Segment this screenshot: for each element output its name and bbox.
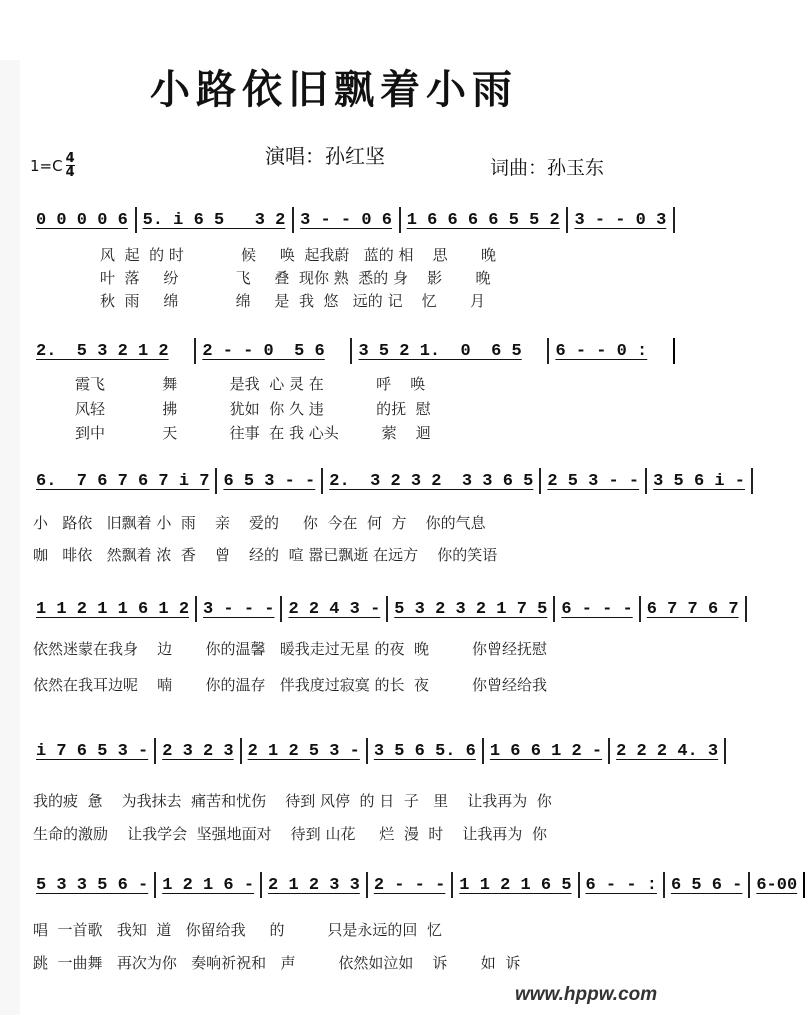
lyric-line: 咖 啡依 然飘着 浓 香 曾 经的 喧 嚣已飘逝 在远方 你的笑语 <box>33 546 498 564</box>
measure: 2 1 2 5 3 - <box>247 741 360 761</box>
measure: 3 5 6 5. 6 <box>373 741 476 761</box>
measure: 3 5 6 i - <box>653 471 745 491</box>
measure: 1 6 6 1 2 - <box>489 741 603 761</box>
lyric-line: 唱 一首歌 我知 道 你留给我 的 只是永远的回 忆 <box>33 921 442 939</box>
measure: 1 2 1 6 - <box>162 875 255 895</box>
notation-system <box>30 338 675 364</box>
lyric-line: 霞飞 舞 是我 心 灵 在 呼 唤 <box>75 375 426 393</box>
notation-system <box>30 596 739 622</box>
singer-credit: 演唱：孙红坚 <box>265 144 385 168</box>
measure: i 7 6 5 3 - <box>36 741 149 761</box>
measure: 3 - - 0 6 <box>300 210 392 230</box>
measure: 2 - - - <box>373 875 446 895</box>
measure: 5 3 2 3 2 1 7 5 <box>394 599 548 619</box>
measure: 0 0 0 0 6 <box>36 210 128 230</box>
measure: 6 7 7 6 7 <box>646 599 739 619</box>
measure: 2. 5 3 2 1 2 <box>36 341 169 361</box>
time-top: 4 <box>65 151 75 166</box>
notation-system <box>30 468 745 494</box>
lyric-line: 风 起 的 时 候 唤 起我蔚 蓝的 相 思 晚 <box>100 246 496 264</box>
watermark: www.hppw.com <box>515 984 658 1005</box>
measure: 2 2 4 3 - <box>288 599 381 619</box>
composer-credit: 词曲：孙玉东 <box>490 157 605 179</box>
measure: 2. 3 2 3 2 3 3 6 5 <box>329 471 534 491</box>
time-bottom: 4 <box>65 165 75 180</box>
lyric-line: 依然迷蒙在我身 边 你的温馨 暖我走过无星 的夜 晚 你曾经抚慰 <box>33 640 547 658</box>
notation-system <box>30 207 675 233</box>
lyric-line: 生命的激励 让我学会 坚强地面对 待到 山花 烂 漫 时 让我再为 你 <box>33 825 547 843</box>
measure: 6. 7 6 7 6 7 i 7 <box>36 471 210 491</box>
measure: 6 - - - <box>561 599 633 619</box>
bar-line <box>751 468 753 494</box>
measure: 5 3 3 5 6 - <box>36 875 149 895</box>
measure: 2 2 2 4. 3 <box>616 741 719 761</box>
bar-line <box>724 738 726 764</box>
measure: 2 5 3 - - <box>547 471 640 491</box>
lyric-line: 秋 雨 绵 绵 是 我 悠 远的 记 忆 月 <box>100 292 486 310</box>
measure: 1 1 2 1 6 5 <box>459 875 572 895</box>
measure: 1 1 2 1 1 6 1 2 <box>36 599 190 619</box>
lyric-line: 跳 一曲舞 再次为你 奏响祈祝和 声 依然如泣如 诉 如 诉 <box>33 954 521 972</box>
lyric-line: 风轻 拂 犹如 你 久 违 的抚 慰 <box>75 400 431 418</box>
measure: 6 - - : <box>585 875 657 895</box>
song-title: 小路依旧飘着小雨 <box>150 66 518 113</box>
measure: 3 5 2 1. 0 6 5 <box>358 341 522 361</box>
measure: 6-00 <box>756 875 798 895</box>
bar-line <box>673 338 675 364</box>
measure: 2 3 2 3 <box>162 741 234 761</box>
lyric-line: 我的疲 惫 为我抹去 痛苦和忧伤 待到 风停 的 日 子 里 让我再为 你 <box>33 792 552 810</box>
measure: 2 - - 0 5 6 <box>202 341 325 361</box>
scan-shade <box>0 60 20 1015</box>
key-signature <box>30 152 75 179</box>
bar-line <box>745 596 747 622</box>
time-signature <box>66 152 75 179</box>
key-label: 1=C <box>30 156 63 175</box>
lyric-line: 依然在我耳边呢 喃 你的温存 伴我度过寂寞 的长 夜 你曾经给我 <box>33 676 547 694</box>
lyric-line: 到中 天 往事 在 我 心头 萦 迴 <box>75 424 431 442</box>
notation-system <box>30 872 798 898</box>
measure: 1 6 6 6 6 5 5 2 <box>406 210 560 230</box>
measure: 6 5 3 - - <box>223 471 316 491</box>
measure: 6 5 6 - <box>670 875 743 895</box>
measure: 2 1 2 3 3 <box>268 875 360 895</box>
notation-system <box>30 738 719 764</box>
measure: 6 - - 0 : <box>555 341 648 361</box>
measure: 3 - - 0 3 <box>574 210 667 230</box>
bar-line <box>673 207 675 233</box>
lyric-line: 叶 落 纷 飞 叠 现你 熟 悉的 身 影 晚 <box>100 269 491 287</box>
measure: 5. i 6 5 3 2 <box>142 210 286 230</box>
lyric-line: 小 路依 旧飘着 小 雨 亲 爱的 你 今在 何 方 你的气息 <box>33 514 486 532</box>
measure: 3 - - - <box>203 599 275 619</box>
